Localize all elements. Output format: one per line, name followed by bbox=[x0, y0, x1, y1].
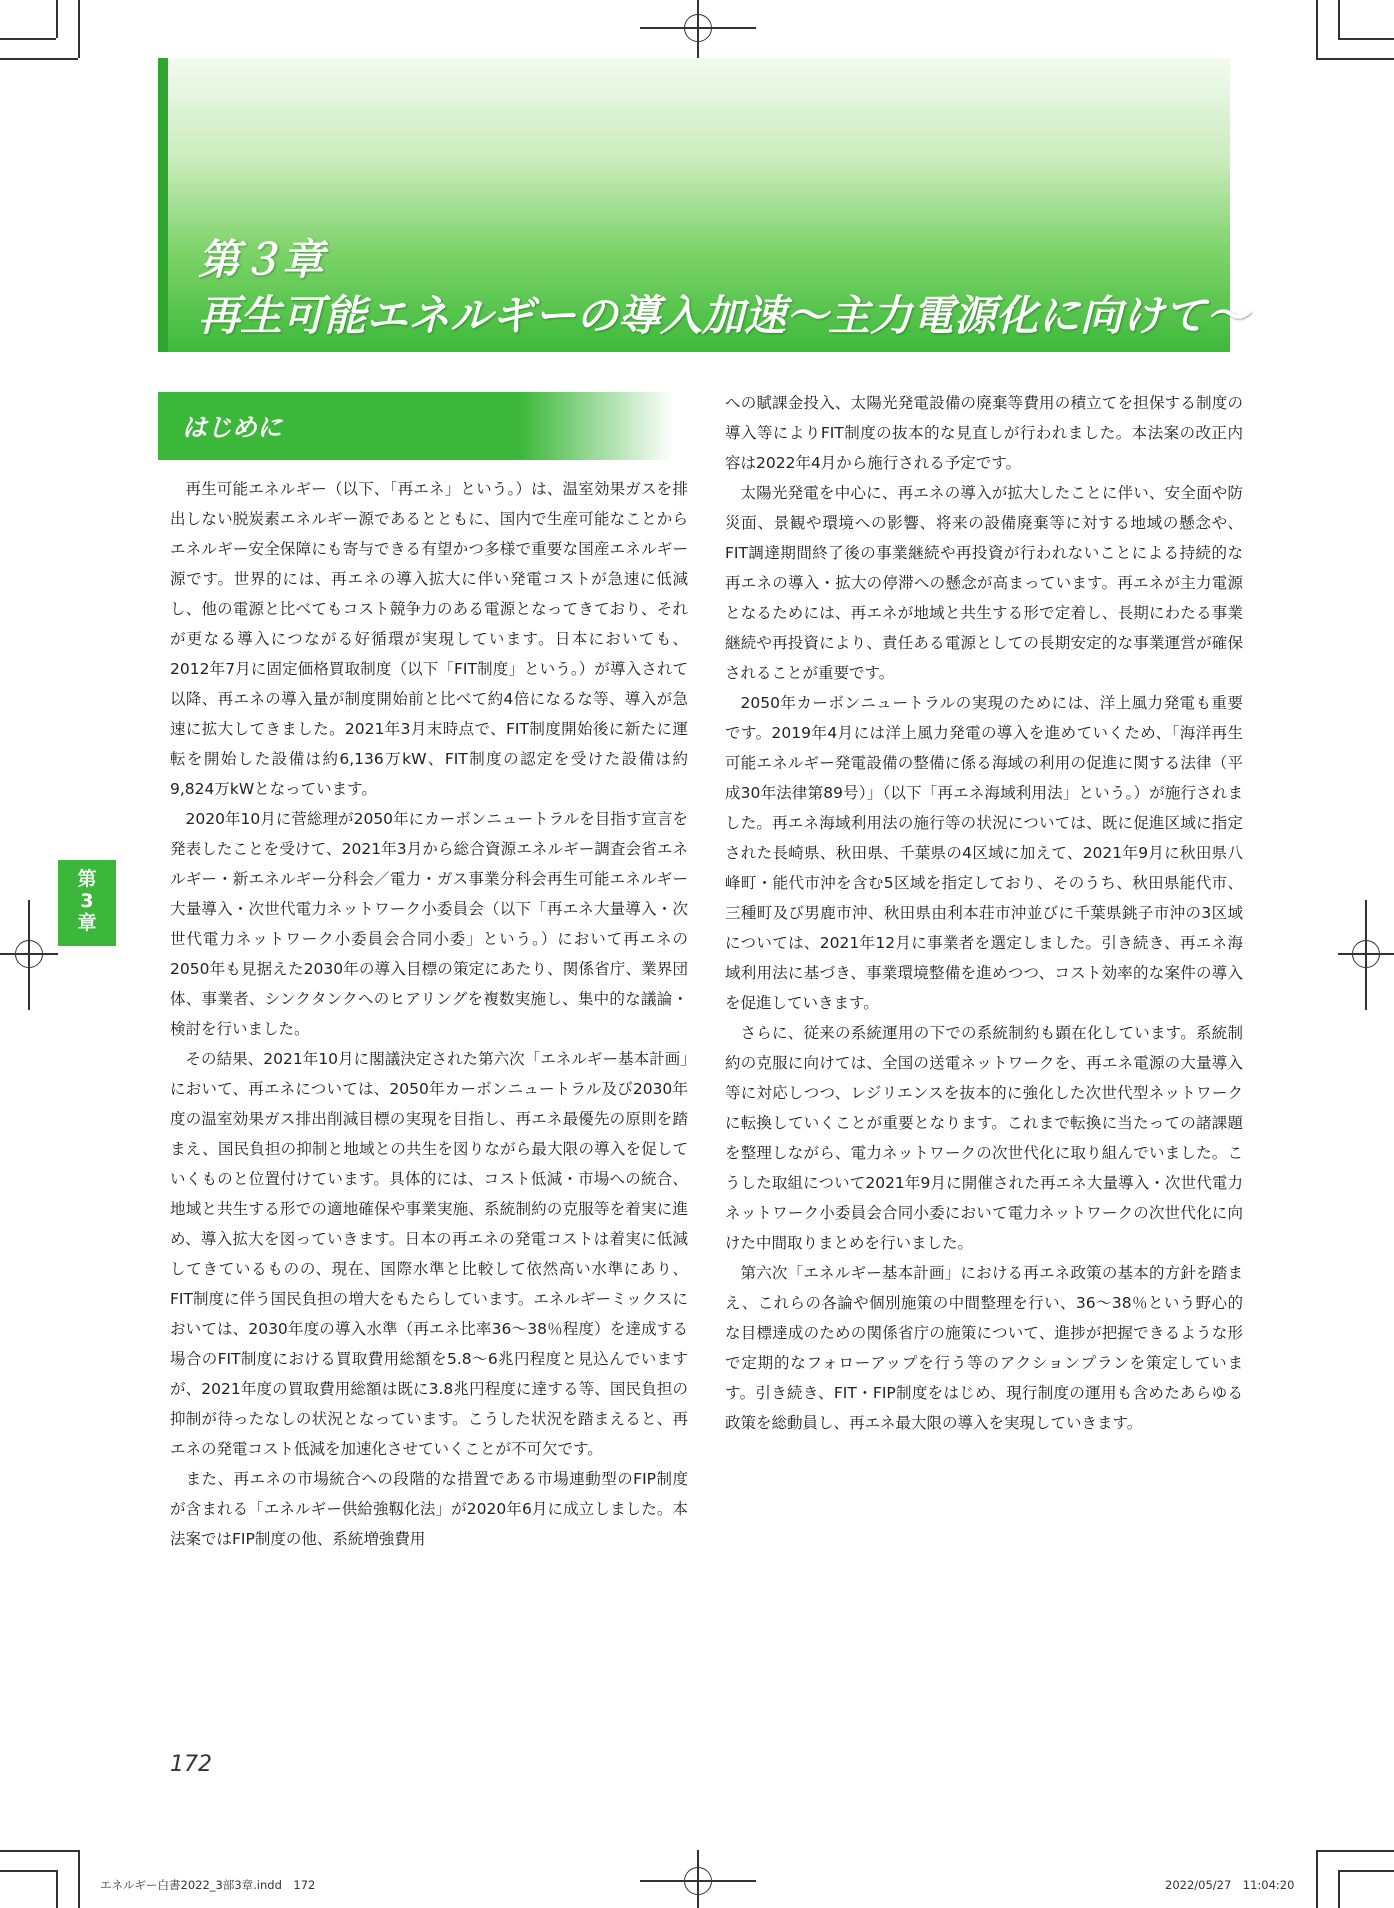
paragraph: 第六次「エネルギー基本計画」における再エネ政策の基本的方針を踏まえ、これらの各論や個別施策の中間整理を行い、36～38％という野心的な目標達成のための関係省庁の施策について、進捗が把握できるような形で定期的なフォローアップを行う等のアクションプランを策定しています。引き続き、FIT・FIP制度をはじめ、現行制度の運用も含めたあらゆる政策を総動員し、再エネ最大限の導入を実現していきます。 bbox=[725, 1264, 1243, 1432]
paragraph: 2050年カーボンニュートラルの実現のためには、洋上風力発電も重要です。2019年4月には洋上風力発電の導入を進めていくため、「海洋再生可能エネルギー発電設備の整備に係る海域の利用の促進に関する法律（平成30年法律第89号）」（以下「再エネ海域利用法」という。）が施行されました。再エネ海域利用法の施行等の状況については、既に促進区域に指定された長崎県、秋田県、千葉県の4区域に加えて、2021年9月に秋田県八峰町・能代市沖を含む5区域を指定しており、そのうち、秋田県能代市、三種町及び男鹿市沖、秋田県由利本荘市沖並びに千葉県銚子市沖の3区域については、2021年12月に事業者を選定しました。引き続き、再エネ海域利用法に基づき、事業環境整備を進めつつ、コスト効率的な案件の導入を促進していきます。 bbox=[725, 694, 1243, 1012]
crop-mark bbox=[0, 1850, 78, 1852]
chapter-title bbox=[198, 232, 1248, 344]
footer-filename: エネルギー白書2022_3部3章.indd 172 bbox=[100, 1878, 316, 1892]
registration-mark bbox=[1352, 940, 1380, 968]
chapter-side-tab: 第 3 章 bbox=[58, 860, 116, 946]
page-number: 172 bbox=[170, 1752, 212, 1777]
chapter-number: 第３章 bbox=[198, 235, 325, 284]
crop-mark bbox=[0, 58, 78, 60]
registration-mark bbox=[684, 14, 712, 42]
crop-mark bbox=[1338, 1870, 1340, 1908]
crop-mark bbox=[56, 0, 58, 38]
paragraph: さらに、従来の系統運用の下での系統制約も顕在化しています。系統制約の克服に向けては、全国の送電ネットワークを、再エネ電源の大量導入等に対応しつつ、レジリエンスを抜本的に強化した次世代型ネットワークに転換していくことが重要となります。これまで転換に当たっての諸課題を整理しながら、電力ネットワークの次世代化に取り組んでいました。こうした取組について2021年9月に開催された再エネ大量導入・次世代電力ネットワーク小委員会合同小委において電力ネットワークの次世代化に向けた中間取りまとめを行いました。 bbox=[725, 1024, 1243, 1252]
crop-mark bbox=[56, 1870, 58, 1908]
paragraph: また、再エネの市場統合への段階的な措置である市場連動型のFIP制度が含まれる「エネルギー供給強靱化法」が2020年6月に成立しました。本法案ではFIP制度の他、系統増強費用 bbox=[170, 1470, 688, 1548]
crop-mark bbox=[1338, 38, 1394, 40]
chapter-banner-bar bbox=[158, 58, 168, 352]
crop-mark bbox=[1316, 0, 1318, 58]
paragraph: 2020年10月に菅総理が2050年にカーボンニュートラルを目指す宣言を発表したことを受けて、2021年3月から総合資源エネルギー調査会省エネルギー・新エネルギー分科会／電力・ガス事業分科会再生可能エネルギー大量導入・次世代電力ネットワーク小委員会（以下「再エネ大量導入・次世代電力ネットワーク小委員会合同小委」という。）において再エネの2050年も見据えた2030年の導入目標の策定にあたり、関係省庁、業界団体、事業者、シンクタンクへのヒアリングを複数実施し、集中的な議論・検討を行いました。 bbox=[170, 810, 688, 1038]
paragraph: その結果、2021年10月に閣議決定された第六次「エネルギー基本計画」において、再エネについては、2050年カーボンニュートラル及び2030年度の温室効果ガス排出削減目標の実現を目指し、再エネ最優先の原則を踏まえ、国民負担の抑制と地域との共生を図りながら最大限の導入を促していくものと位置付けています。具体的には、コスト低減・市場への統合、地域と共生する形での適地確保や事業実施、系統制約の克服等を着実に進め、導入拡大を図っていきます。日本の再エネの発電コストは着実に低減してきているものの、現在、国際水準と比較して依然高い水準にあり、FIT制度に伴う国民負担の増大をもたらしています。エネルギーミックスにおいては、2030年度の導入水準（再エネ比率36～38％程度）を達成する場合のFIT制度における買取費用総額を5.8～6兆円程度と見込んでいますが、2021年度の買取費用総額は既に3.8兆円程度に達する等、国民負担の抑制が待ったなしの状況となっています。こうした状況を踏まえると、再エネの発電コスト低減を加速化させていくことが不可欠です。 bbox=[170, 1050, 688, 1458]
chapter-heading: 再生可能エネルギーの導入加速～主力電源化に向けて～ bbox=[198, 291, 1249, 340]
section-heading bbox=[158, 392, 674, 460]
paragraph: 再生可能エネルギー（以下、「再エネ」という。）は、温室効果ガスを排出しない脱炭素エネルギー源であるとともに、国内で生産可能なことからエネルギー安全保障にも寄与できる有望かつ多様で重要な国産エネルギー源です。世界的には、再エネの導入拡大に伴い発電コストが急速に低減し、他の電源と比べてもコスト競争力のある電源となってきており、それが更なる導入につながる好循環が実現しています。日本においても、2012年7月に固定価格買取制度（以下「FIT制度」という。）が導入されて以降、再エネの導入量が制度開始前と比べて約4倍になるな等、導入が急速に拡大してきました。2021年3月末時点で、FIT制度開始後に新たに運転を開始した設備は約6,136万kW、FIT制度の認定を受けた設備は約9,824万kWとなっています。 bbox=[170, 480, 688, 798]
crop-mark bbox=[0, 1870, 56, 1872]
left-column bbox=[170, 474, 688, 1554]
right-column bbox=[725, 388, 1243, 1438]
crop-mark bbox=[78, 1850, 80, 1908]
registration-mark bbox=[684, 1867, 712, 1895]
registration-mark bbox=[15, 940, 43, 968]
crop-mark bbox=[1316, 1850, 1318, 1908]
section-heading-label: はじめに bbox=[182, 413, 283, 442]
crop-mark bbox=[0, 38, 56, 40]
paragraph: への賦課金投入、太陽光発電設備の廃棄等費用の積立てを担保する制度の導入等によりFIT制度の抜本的な見直しが行われました。本法案の改正内容は2022年4月から施行される予定です。 bbox=[725, 394, 1243, 472]
crop-mark bbox=[1316, 1850, 1394, 1852]
crop-mark bbox=[1338, 0, 1340, 38]
crop-mark bbox=[1338, 1870, 1394, 1872]
paragraph: 太陽光発電を中心に、再エネの導入が拡大したことに伴い、安全面や防災面、景観や環境への影響、将来の設備廃棄等に対する地域の懸念や、FIT調達期間終了後の事業継続や再投資が行われないことによる持続的な再エネの導入・拡大の停滞への懸念が高まっています。再エネが主力電源となるためには、再エネが地域と共生する形で定着し、長期にわたる事業継続や再投資により、責任ある電源としての長期安定的な事業運営が確保されることが重要です。 bbox=[725, 484, 1243, 682]
footer-timestamp: 2022/05/27 11:04:20 bbox=[1165, 1878, 1295, 1892]
crop-mark bbox=[1316, 58, 1394, 60]
crop-mark bbox=[78, 0, 80, 58]
